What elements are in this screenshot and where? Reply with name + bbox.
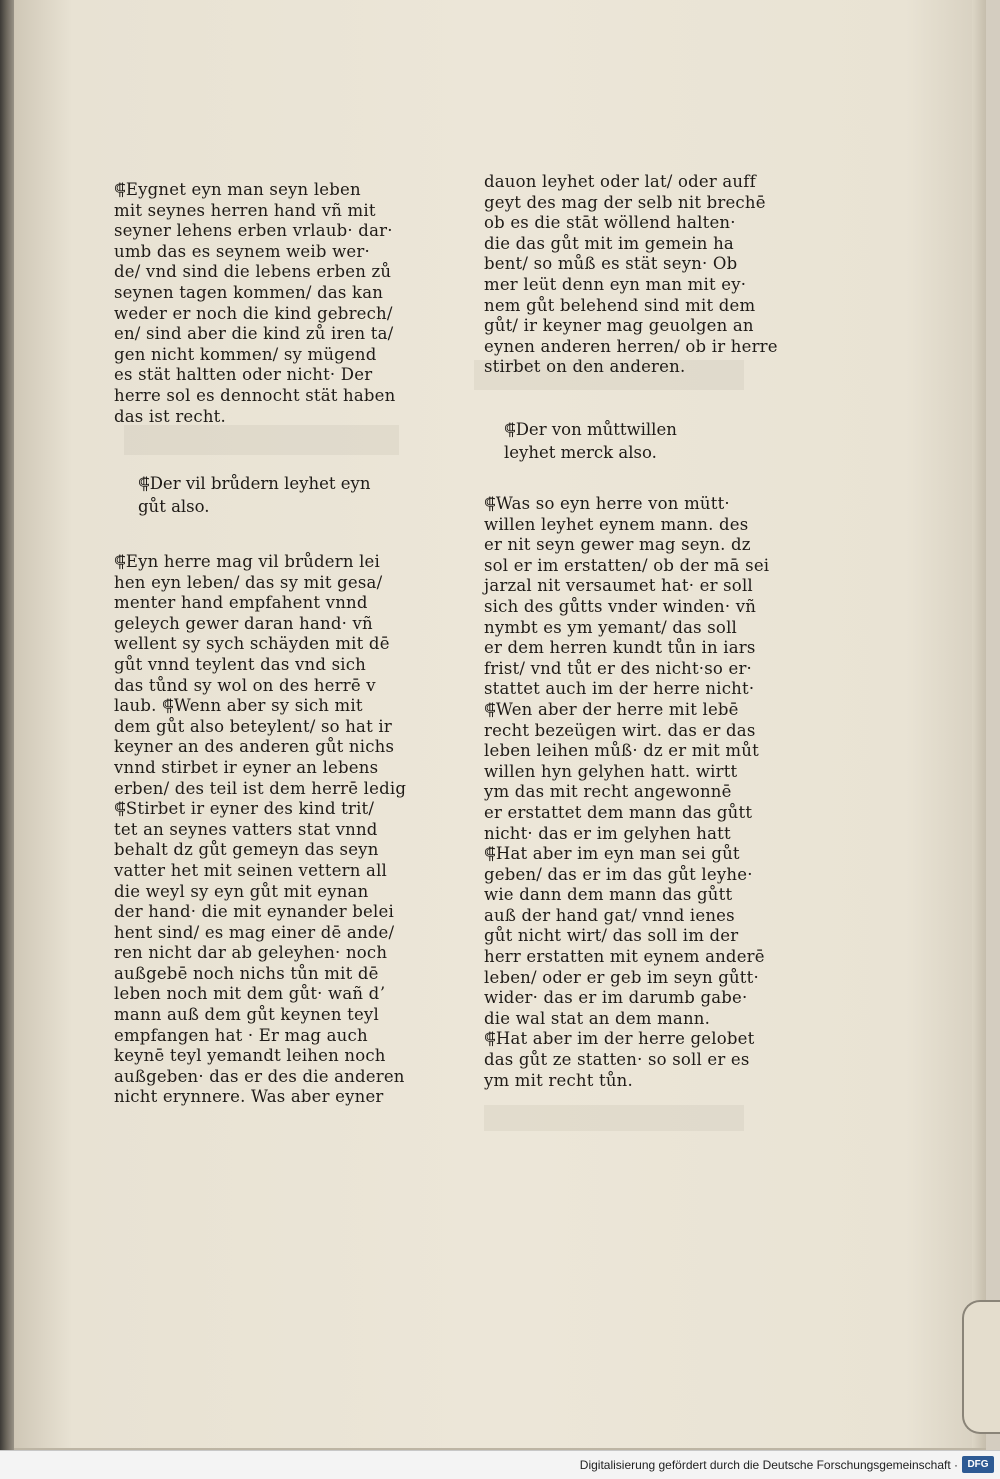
text-line: die das gůt mit im gemein ha <box>484 233 734 253</box>
text-line: ⸿Eygnet eyn man seyn leben <box>114 180 361 199</box>
text-line: er dem herren kundt tůn in iars <box>484 638 756 658</box>
text-line: gůt vnnd teylent das vnd sich <box>114 654 366 674</box>
text-line: herre sol es dennocht stät haben <box>114 385 396 405</box>
page-edge <box>972 0 986 1448</box>
text-line: sich des gůtts vnder winden· vñ <box>484 596 757 616</box>
text-line: ⸿Hat aber im eyn man sei gůt <box>484 844 740 864</box>
text-line: auß der hand gat/ vnnd ienes <box>484 905 735 925</box>
text-line: es stät haltten oder nicht· Der <box>114 365 373 385</box>
heading-line: leyhet merck also. <box>504 443 657 462</box>
heading-line: ⸿Der vil brůdern leyhet eyn <box>138 474 371 493</box>
text-line: geyt des mag der selb nit brechē <box>484 192 766 212</box>
right-column-heading <box>504 418 677 464</box>
right-column-paragraph-1 <box>484 172 778 378</box>
heading-line: gůt also. <box>138 497 210 516</box>
book-page <box>14 0 986 1450</box>
text-line: ⸿Was so eyn herre von mütt· <box>484 494 730 513</box>
text-line: tet an seynes vatters stat vnnd <box>114 819 378 839</box>
text-line: nymbt es ym yemant/ das soll <box>484 617 738 637</box>
text-line: jarzal nit versaumet hat· er soll <box>484 576 753 596</box>
dfg-logo-icon: DFG <box>962 1456 994 1473</box>
right-column-paragraph-2 <box>484 494 769 1091</box>
text-line: er nit seyn gewer mag seyn. dz <box>484 535 751 555</box>
text-line: das gůt ze statten· so soll er es <box>484 1050 750 1070</box>
text-line: umb das es seynem weib wer· <box>114 241 370 261</box>
text-line: mann auß dem gůt keynen teyl <box>114 1005 379 1025</box>
text-line: hent sind/ es mag einer dē ande/ <box>114 922 395 942</box>
text-line: herr erstatten mit eynem anderē <box>484 947 765 967</box>
text-line: menter hand empfahent vnnd <box>114 593 368 613</box>
left-column-paragraph-2 <box>114 552 406 1108</box>
text-line: leben/ oder er geb im seyn gůtt· <box>484 967 759 987</box>
bleed-through-shadow <box>124 425 399 455</box>
text-line: seyner lehens erben vrlaub· dar· <box>114 221 393 241</box>
text-line: wider· das er im darumb gabe· <box>484 988 748 1008</box>
text-line: ob es die stāt wöllend halten· <box>484 213 736 233</box>
text-line: stattet auch im der herre nicht· <box>484 679 755 699</box>
text-line: en/ sind aber die kind zů iren ta/ <box>114 324 394 344</box>
text-line: wie dann dem mann das gůtt <box>484 885 733 905</box>
text-line: bent/ so můß es stät seyn· Ob <box>484 254 738 274</box>
footer-bar <box>0 1450 1000 1479</box>
text-line: ren nicht dar ab geleyhen· noch <box>114 943 388 963</box>
text-line: leben leihen můß· dz er mit můt <box>484 741 759 761</box>
text-line: die wal stat an dem mann. <box>484 1008 711 1028</box>
text-line: mit seynes herren hand vñ mit <box>114 200 376 220</box>
text-line: außgeben· das er des die anderen <box>114 1066 405 1086</box>
text-line: geben/ das er im das gůt leyhe· <box>484 864 753 884</box>
text-line: hen eyn leben/ das sy mit gesa/ <box>114 572 383 592</box>
text-line: dem gůt also beteylent/ so hat ir <box>114 716 392 736</box>
text-line: außgebē noch nichs tůn mit dē <box>114 963 379 983</box>
text-line: ⸿Eyn herre mag vil brůdern lei <box>114 552 381 571</box>
text-line: mer leüt denn eyn man mit ey· <box>484 274 747 294</box>
left-column-heading <box>138 472 370 518</box>
heading-line: ⸿Der von můttwillen <box>504 420 677 439</box>
text-line: seynen tagen kommen/ das kan <box>114 282 384 302</box>
text-line: vatter het mit seinen vettern all <box>114 860 388 880</box>
text-line: gůt/ ir keyner mag geuolgen an <box>484 316 754 336</box>
text-line: das tůnd sy wol on des herrē v <box>114 675 376 695</box>
text-line: er erstattet dem mann das gůtt <box>484 802 753 822</box>
text-line: dauon leyhet oder lat/ oder auff <box>484 172 756 191</box>
text-line: sol er im erstatten/ ob der mā sei <box>484 555 770 575</box>
text-line: laub. ⸿Wenn aber sy sich mit <box>114 696 363 716</box>
text-line: recht bezeügen wirt. das er das <box>484 720 756 740</box>
text-line: leben noch mit dem gůt· wañ dʼ <box>114 984 385 1004</box>
text-line: nicht erynnere. Was aber eyner <box>114 1087 384 1107</box>
text-line: frist/ vnd tůt er des nicht·so er· <box>484 658 752 678</box>
text-line: nem gůt belehend sind mit dem <box>484 295 756 315</box>
text-line: geleych gewer daran hand· vñ <box>114 613 373 633</box>
text-line: willen leyhet eynem mann. des <box>484 514 749 534</box>
text-line: weder er noch die kind gebrech/ <box>114 303 393 323</box>
text-line: die weyl sy eyn gůt mit eynan <box>114 881 369 901</box>
left-column-paragraph-1 <box>114 180 395 427</box>
text-line: wellent sy sych schäyden mit dē <box>114 634 390 654</box>
text-line: eynen anderen herren/ ob ir herre <box>484 336 778 356</box>
text-line: empfangen hat · Er mag auch <box>114 1025 368 1045</box>
text-line: de/ vnd sind die lebens erben zů <box>114 262 392 282</box>
funding-notice: Digitalisierung gefördert durch die Deutsche Forschungsgemeinschaft · <box>579 1458 958 1472</box>
text-line: ⸿Hat aber im der herre gelobet <box>484 1029 755 1049</box>
text-line: willen hyn gelyhen hatt. wirtt <box>484 761 738 781</box>
text-line: ym das mit recht angewonnē <box>484 782 732 802</box>
text-line: vnnd stirbet ir eyner an lebens <box>114 757 379 777</box>
text-line: der hand· die mit eynander belei <box>114 902 394 922</box>
text-line: nicht· das er im gelyhen hatt <box>484 823 731 843</box>
text-line: ⸿Wen aber der herre mit lebē <box>484 699 739 719</box>
text-line: das ist recht. <box>114 406 226 426</box>
text-line: keynē teyl yemandt leihen noch <box>114 1046 386 1066</box>
text-line: behalt dz gůt gemeyn das seyn <box>114 840 379 860</box>
text-line: gůt nicht wirt/ das soll im der <box>484 926 739 946</box>
page-corner-tab <box>962 1300 1000 1434</box>
text-line: ⸿Stirbet ir eyner des kind trit/ <box>114 799 375 819</box>
text-line: keyner an des anderen gůt nichs <box>114 737 395 757</box>
text-line: erben/ des teil ist dem herrē ledig <box>114 778 407 798</box>
text-line: ym mit recht tůn. <box>484 1070 633 1090</box>
text-line: gen nicht kommen/ sy mügend <box>114 344 377 364</box>
bleed-through-shadow <box>484 1105 744 1131</box>
text-line: stirbet on den anderen. <box>484 357 686 377</box>
